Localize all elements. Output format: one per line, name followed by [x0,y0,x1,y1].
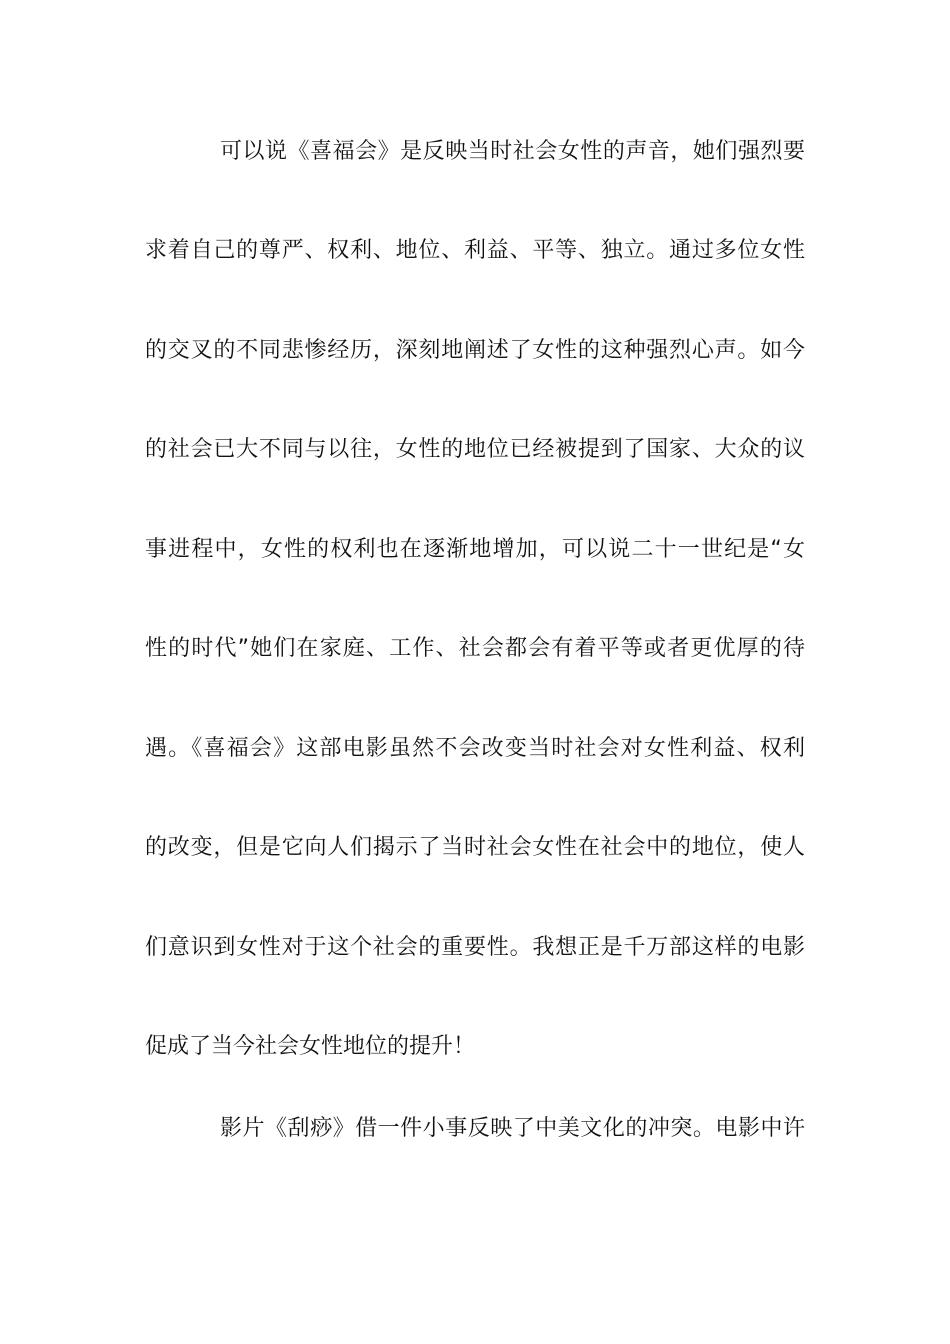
paragraph-line: 的改变，但是它向人们揭示了当时社会女性在社会中的地位，使人 [145,835,805,860]
paragraph-line: 影片《刮痧》借一件小事反映了中美文化的冲突。电影中许 [220,1116,805,1141]
paragraph-line: 促成了当今社会女性地位的提升！ [145,1034,476,1059]
paragraph-line: 的交叉的不同悲惨经历，深刻地阐述了女性的这种强烈心声。如今 [145,338,805,363]
paragraph-line: 事进程中，女性的权利也在逐渐地增加，可以说二十一世纪是“女 [145,537,805,562]
paragraph-line: 性的时代”她们在家庭、工作、社会都会有着平等或者更优厚的待 [145,636,805,661]
paragraph-line: 们意识到女性对于这个社会的重要性。我想正是千万部这样的电影 [145,935,805,960]
paragraph-line: 遇。《喜福会》这部电影虽然不会改变当时社会对女性利益、权利 [145,736,805,761]
paragraph-line: 可以说《喜福会》是反映当时社会女性的声音，她们强烈要 [220,139,805,164]
paragraph-line: 的社会已大不同与以往，女性的地位已经被提到了国家、大众的议 [145,437,805,462]
paragraph-line: 求着自己的尊严、权利、地位、利益、平等、独立。通过多位女性 [145,238,805,263]
